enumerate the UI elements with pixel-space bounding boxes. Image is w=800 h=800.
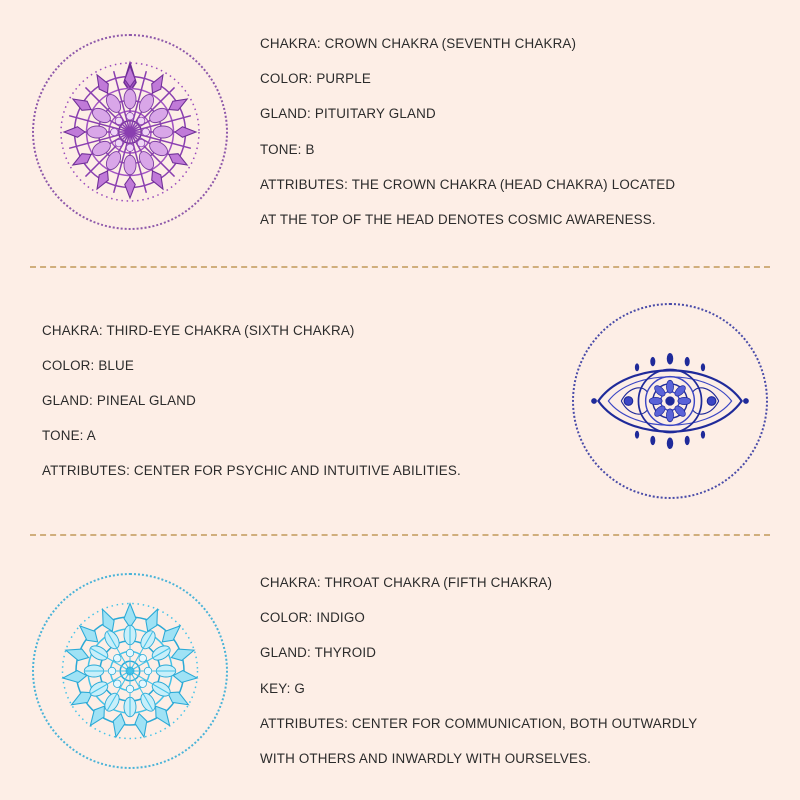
throat-chakra-line-chakra: CHAKRA: THROAT CHAKRA (FIFTH CHAKRA) <box>260 575 553 591</box>
third-eye-chakra-line-gland: GLAND: PINEAL GLAND <box>42 392 196 408</box>
section-crown-chakra <box>0 8 800 256</box>
third-eye-chakra-text-block <box>0 324 540 478</box>
third-eye-chakra-medallion <box>572 303 768 499</box>
throat-chakra-line-attributes-cont: WITH OTHERS AND INWARDLY WITH OURSELVES. <box>260 750 592 766</box>
crown-chakra-medallion <box>32 34 228 230</box>
section-third-eye-chakra <box>0 282 800 520</box>
throat-chakra-text-block <box>260 576 800 765</box>
throat-chakra-medallion <box>32 573 228 769</box>
section-throat-chakra <box>0 552 800 790</box>
throat-chakra-line-attributes: ATTRIBUTES: CENTER FOR COMMUNICATION, BOTH OUTWARDLY <box>260 715 698 731</box>
crown-chakra-line-color: COLOR: PURPLE <box>260 71 371 87</box>
crown-chakra-line-chakra: CHAKRA: CROWN CHAKRA (SEVENTH CHAKRA) <box>260 36 577 52</box>
third-eye-chakra-line-tone: TONE: A <box>42 428 96 444</box>
dotted-ring-decoration <box>32 34 228 230</box>
crown-chakra-line-gland: GLAND: PITUITARY GLAND <box>260 106 436 122</box>
dotted-ring-decoration <box>572 303 768 499</box>
third-eye-chakra-line-attributes: ATTRIBUTES: CENTER FOR PSYCHIC AND INTUITIVE ABILITIES. <box>42 463 461 479</box>
section-divider <box>30 534 770 536</box>
section-divider <box>30 266 770 268</box>
crown-chakra-art-cell <box>0 34 260 230</box>
dotted-ring-decoration <box>32 573 228 769</box>
throat-chakra-line-gland: GLAND: THYROID <box>260 645 377 661</box>
throat-chakra-art-cell <box>0 573 260 769</box>
crown-chakra-line-tone: TONE: B <box>260 141 315 157</box>
crown-chakra-line-attributes: ATTRIBUTES: THE CROWN CHAKRA (HEAD CHAKRA) LOCATED <box>260 176 676 192</box>
crown-chakra-line-attributes-cont: AT THE TOP OF THE HEAD DENOTES COSMIC AWARENESS. <box>260 211 656 227</box>
crown-chakra-text-block <box>260 37 800 226</box>
third-eye-chakra-line-chakra: CHAKRA: THIRD-EYE CHAKRA (SIXTH CHAKRA) <box>42 322 355 338</box>
third-eye-chakra-line-color: COLOR: BLUE <box>42 357 135 373</box>
throat-chakra-line-key: KEY: G <box>260 680 305 696</box>
third-eye-chakra-art-cell <box>540 303 800 499</box>
throat-chakra-line-color: COLOR: INDIGO <box>260 610 366 626</box>
